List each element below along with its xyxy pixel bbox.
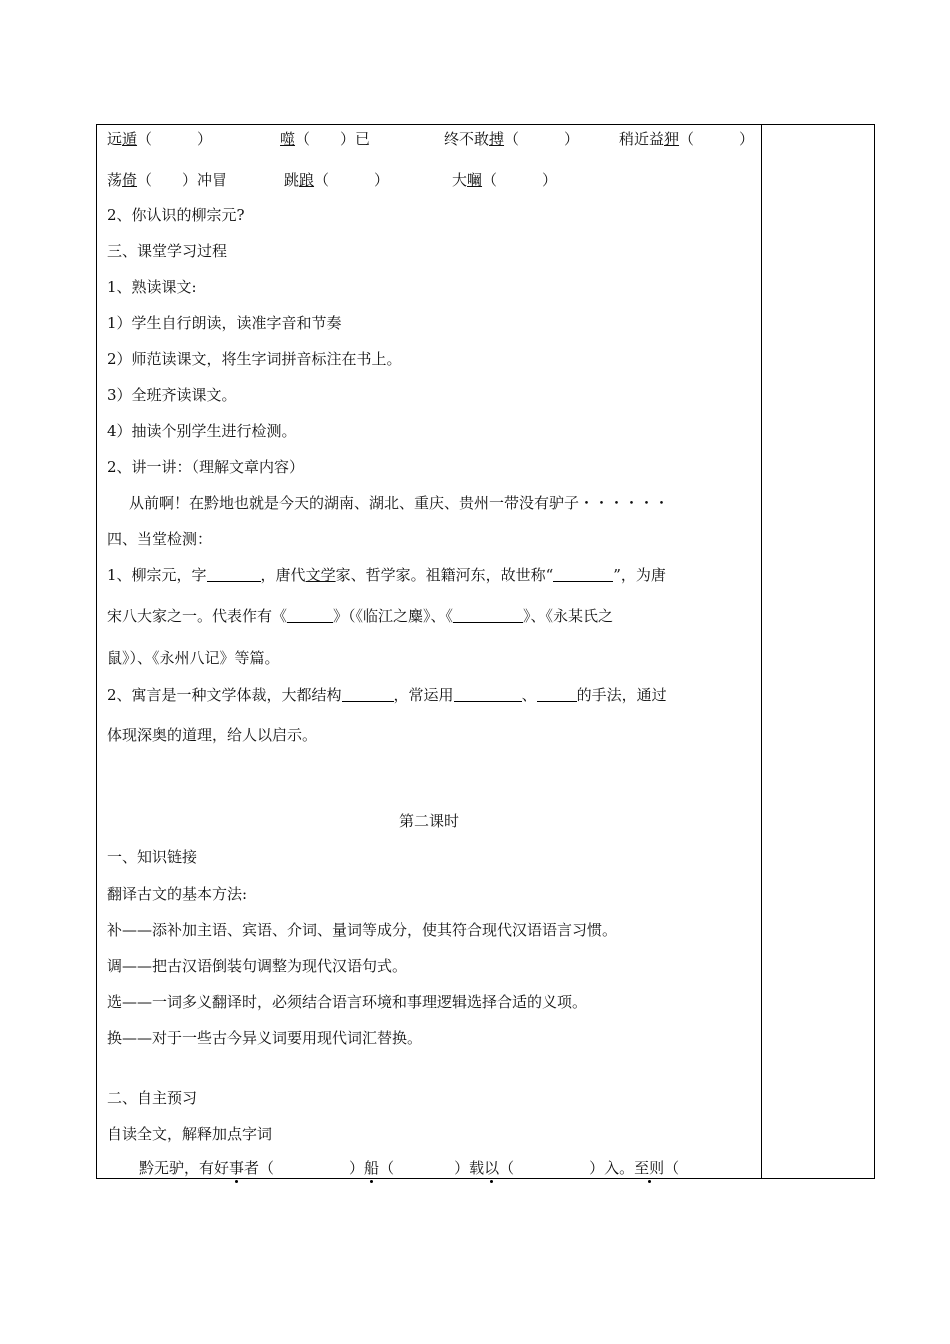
quiz-text: 》（《临江之麋》、《 (333, 607, 454, 625)
answer-paren: （ ） (379, 1159, 470, 1177)
preview-heading: 二、自主预习 (107, 1089, 198, 1107)
dotted-text: 好事者 (214, 1159, 260, 1177)
answer-paren: （ ） (679, 130, 755, 148)
answer-paren: （ ） (137, 130, 213, 148)
preview-instruction: 自读全文，解释加点字词 (107, 1125, 273, 1143)
dotted-word (484, 1159, 499, 1177)
fill-blank[interactable] (553, 567, 613, 582)
answer-paren: （ (664, 1159, 680, 1177)
fill-blank[interactable] (454, 687, 522, 702)
answer-paren: （ ） (504, 130, 580, 148)
text-run: 载 (469, 1159, 485, 1177)
method-huan: 换——对于一些古今异义词要用现代词汇替换。 (107, 1029, 423, 1047)
step-item-2: 2）师范读课文，将生字词拼音标注在书上。 (107, 350, 402, 368)
method-xuan: 选——一词多义翻译时，必须结合语言环境和事理逻辑选择合适的义项。 (107, 993, 588, 1011)
section-heading-3: 三、课堂学习过程 (107, 242, 228, 260)
quiz-text: 1、柳宗元，字 (107, 566, 207, 584)
question-liu-zongyuan: 2、你认识的柳宗元? (107, 206, 245, 224)
word-text: 跳 (284, 171, 300, 189)
word-text: 远 (107, 130, 123, 148)
quiz-text: 2、寓言是一种文学体裁，大都结构 (107, 686, 342, 704)
answer-paren: （ ） (482, 171, 558, 189)
answer-paren: （ ） (259, 1159, 365, 1177)
answer-paren: （ ）冲冒 (137, 171, 228, 189)
underlined-char: 搏 (489, 130, 505, 148)
dotted-word (634, 1159, 664, 1177)
knowledge-heading: 一、知识链接 (107, 848, 198, 866)
story-intro: 从前啊！在黔地也就是今天的湖南、湖北、重庆、贵州一带没有驴子・・・・・・ (129, 494, 670, 512)
vocab-line-2 (107, 170, 755, 190)
text-run: 黔无驴，有 (139, 1159, 215, 1177)
dotted-word (364, 1159, 379, 1177)
dotted-text: 船 (364, 1159, 380, 1177)
underlined-char: 噬 (280, 130, 296, 148)
quiz-text: 、 (521, 686, 537, 704)
fill-blank[interactable] (287, 608, 333, 623)
classical-text-line (139, 1158, 679, 1178)
word-text: 稍近益 (619, 130, 665, 148)
vocab-line-1 (107, 129, 755, 149)
step-item-1: 1）学生自行朗读，读准字音和节奏 (107, 314, 342, 332)
section-heading-4: 四、当堂检测： (107, 530, 213, 548)
fill-blank[interactable] (207, 567, 261, 582)
step-item-4: 4）抽读个别学生进行检测。 (107, 422, 297, 440)
method-bu: 补——添补加主语、宾语、介词、量词等成分，使其符合现代汉语语言习惯。 (107, 921, 618, 939)
fill-blank[interactable] (342, 687, 394, 702)
underlined-char: 㘎 (467, 171, 483, 189)
quiz-q2-line2: 体现深奥的道理，给人以启示。 (107, 726, 318, 744)
worksheet-table (96, 124, 875, 1179)
fill-blank[interactable] (453, 608, 523, 623)
quiz-q1-line2 (107, 606, 613, 626)
quiz-text: 宋八大家之一。代表作有《 (107, 607, 288, 625)
quiz-text: ，唐代 (260, 566, 306, 584)
quiz-text: ”，为唐 (613, 566, 666, 584)
word-text: 终不敢 (444, 130, 490, 148)
quiz-q1-line1 (107, 565, 666, 585)
step-explain: 2、讲一讲：（理解文章内容） (107, 458, 305, 476)
answer-paren: （ ） (314, 171, 390, 189)
step-read: 1、熟读课文: (107, 278, 197, 296)
method-title: 翻译古文的基本方法: (107, 885, 248, 903)
dotted-text: 至则 (634, 1159, 665, 1177)
dotted-word (214, 1159, 259, 1177)
answer-paren: （ ）入。 (499, 1159, 635, 1177)
underlined-text: 文学 (305, 566, 336, 584)
word-text: 荡 (107, 171, 123, 189)
underlined-char: 倚 (122, 171, 138, 189)
underlined-char: 遁 (122, 130, 138, 148)
fill-blank[interactable] (537, 687, 577, 702)
quiz-text: 的手法，通过 (576, 686, 667, 704)
word-text: 大 (452, 171, 468, 189)
step-item-3: 3）全班齐读课文。 (107, 386, 237, 404)
answer-paren: （ ）已 (295, 130, 371, 148)
quiz-text: ，常运用 (393, 686, 454, 704)
quiz-q2-line1 (107, 685, 667, 705)
quiz-text: 家、哲学家。祖籍河东，故世称“ (335, 566, 554, 584)
lesson-2-title: 第二课时 (399, 812, 460, 830)
dotted-text: 以 (484, 1159, 500, 1177)
method-tiao: 调——把古汉语倒装句调整为现代汉语句式。 (107, 957, 408, 975)
underlined-char: 狎 (664, 130, 680, 148)
quiz-q1-line3: 鼠》）、《永州八记》等篇。 (107, 649, 280, 667)
column-divider (761, 125, 762, 1178)
quiz-text: 》、《永某氏之 (523, 607, 614, 625)
underlined-char: 踉 (299, 171, 315, 189)
